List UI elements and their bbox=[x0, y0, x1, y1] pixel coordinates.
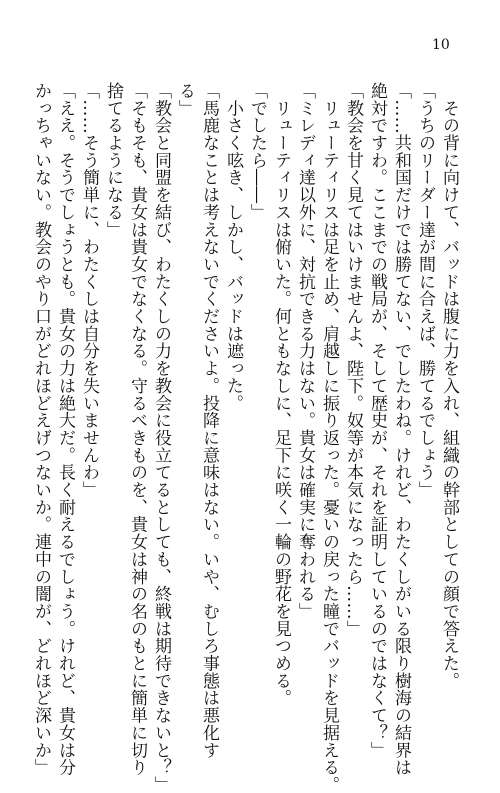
text-line: リューティリスは足を止め、肩越しに振り返った。憂いの戻った瞳でバッドを見据える。 bbox=[319, 82, 339, 793]
text-line: 捨てるようになる」 bbox=[103, 82, 123, 239]
text-line: 「そもそも、貴女は貴女でなくなる。守るべきものを、貴女は神の名のもとに簡単に切り bbox=[127, 82, 147, 776]
text-line: かっちゃいない。教会のやり口がどれほどえげつないか。連中の闇が、どれほど深いか」 bbox=[31, 82, 51, 776]
text-line: る」 bbox=[175, 82, 195, 117]
text-line: 小さく呟き、しかし、バッドは遮った。 bbox=[223, 82, 243, 412]
text-line: 「ミレディ達以外に、対抗できる力はない。貴女は確実に奪われる」 bbox=[295, 82, 315, 620]
text-line: 「馬鹿なことは考えないでくださいよ。投降に意味はない。いや、むしろ事態は悪化す bbox=[199, 82, 219, 759]
text-line: 絶対ですわ。ここまでの戦局が、そして歴史が、それを証明しているのではなくて？」 bbox=[367, 82, 387, 759]
text-line: 「教会と同盟を結び、わたくしの力を教会に役立てるとしても、終戦は期待できないと？」 bbox=[151, 82, 171, 793]
text-line: 「うちのリーダー達が間に合えば、勝てるでしょう」 bbox=[415, 82, 435, 499]
page-number: 10 bbox=[432, 37, 450, 53]
text-line: リューティリスは俯いた。何ともなしに、足下に咲く一輪の野花を見つめる。 bbox=[271, 82, 291, 707]
text-line: 「……共和国だけでは勝てない、でしたわね。けれど、わたくしがいる限り樹海の結界は bbox=[391, 82, 411, 776]
text-line: その背に向けて、バッドは腹に力を入れ、組織の幹部としての顔で答えた。 bbox=[439, 82, 459, 690]
text-line: 「でしたら――」 bbox=[247, 82, 267, 221]
text-line: 「ええ。そうでしょうとも。貴女の力は絶大だ。長く耐えるでしょう。けれど、貴女は分 bbox=[55, 82, 75, 776]
text-line: 「……そう簡単に、わたくしは自分を失いませんわ」 bbox=[79, 82, 99, 499]
text-line: 「教会を甘く見てはいけませんよ、陛下。奴等が本気になったら……」 bbox=[343, 82, 363, 638]
body-text bbox=[29, 82, 461, 793]
